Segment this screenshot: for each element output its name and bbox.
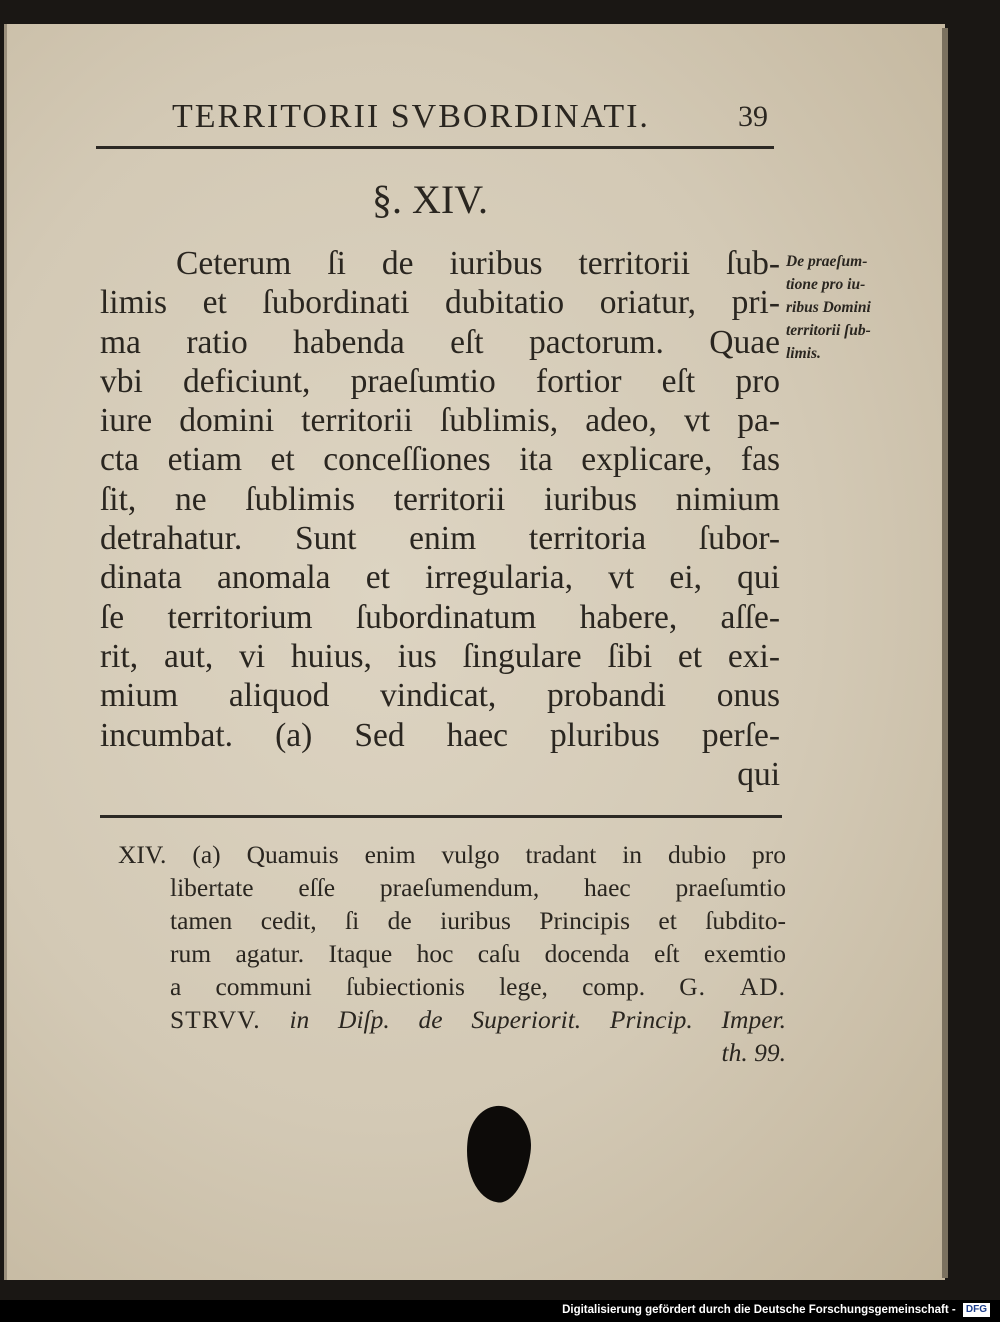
footnote-rule [100, 815, 782, 818]
catchword: qui [737, 755, 780, 793]
running-header-title: TERRITORII SVBORDINATI. [172, 98, 650, 135]
footnote-line-with-author [118, 970, 786, 1003]
margin-note-line: limis. [786, 345, 821, 362]
page-number: 39 [738, 100, 768, 133]
footnote-citation: in Diſp. de Superiorit. Princip. Imper. [289, 1005, 787, 1034]
footnote-author: G. AD. [679, 972, 787, 1001]
body-line: ma ratio habenda eſt pactorum. Quae [100, 323, 780, 361]
body-line: cta etiam et conceſſiones ita explicare, fas [100, 441, 780, 479]
body-line: rit, aut, vi huius, ius ſingulare ſibi et exi- [100, 637, 780, 675]
page-edge [942, 28, 948, 1278]
body-line: ſe territorium ſubordinatum habere, aſſe- [100, 598, 780, 636]
credit-text: Digitalisierung gefördert durch die Deutsche Forschungsgemeinschaft - [562, 1304, 956, 1316]
body-line: detrahatur. Sunt enim territoria ſubor- [100, 520, 780, 558]
body-text [100, 244, 780, 794]
digitization-credit [562, 1302, 990, 1318]
body-line: iure domini territorii ſublimis, adeo, vt pa- [100, 402, 780, 440]
margin-note [786, 250, 926, 365]
margin-note-line: ribus Domini [786, 299, 871, 316]
margin-note-line: territorii ſub- [786, 322, 871, 339]
footnote-citation-end: th. 99. [721, 1038, 786, 1067]
body-line: dinata anomala et irregularia, vt ei, qui [100, 559, 780, 597]
body-line: limis et ſubordinati dubitatio oriatur, pri- [100, 284, 780, 322]
body-line: mium aliquod vindicat, probandi onus [100, 677, 780, 715]
footnote-line: libertate eſſe praeſumendum, haec praeſumtio [170, 873, 786, 902]
footnote-citation-line [118, 1003, 786, 1036]
body-line: incumbat. (a) Sed haec pluribus perſe- [100, 716, 780, 754]
section-heading: §. XIV. [372, 177, 488, 222]
footnote [118, 838, 786, 1069]
body-line: ſit, ne ſublimis territorii iuribus nimium [100, 480, 780, 518]
footnote-line: rum agatur. Itaque hoc caſu docenda eſt exemtio [170, 939, 786, 968]
footnote-author-cont: STRVV. [170, 1005, 261, 1034]
footnote-line: XIV. (a) Quamuis enim vulgo tradant in dubio pro [118, 840, 786, 869]
body-line: vbi deficiunt, praeſumtio fortior eſt pro [100, 362, 780, 400]
body-line: Ceterum ſi de iuribus territorii ſub- [176, 245, 780, 282]
margin-note-line: tione pro iu- [786, 276, 866, 293]
dfg-logo: DFG [963, 1303, 990, 1317]
header-rule [96, 146, 774, 149]
margin-note-line: De praeſum- [786, 253, 868, 270]
footnote-line: tamen cedit, ſi de iuribus Principis et ſubdito- [170, 906, 786, 935]
footnote-line-text: a communi ſubiectionis lege, comp. [170, 972, 646, 1001]
